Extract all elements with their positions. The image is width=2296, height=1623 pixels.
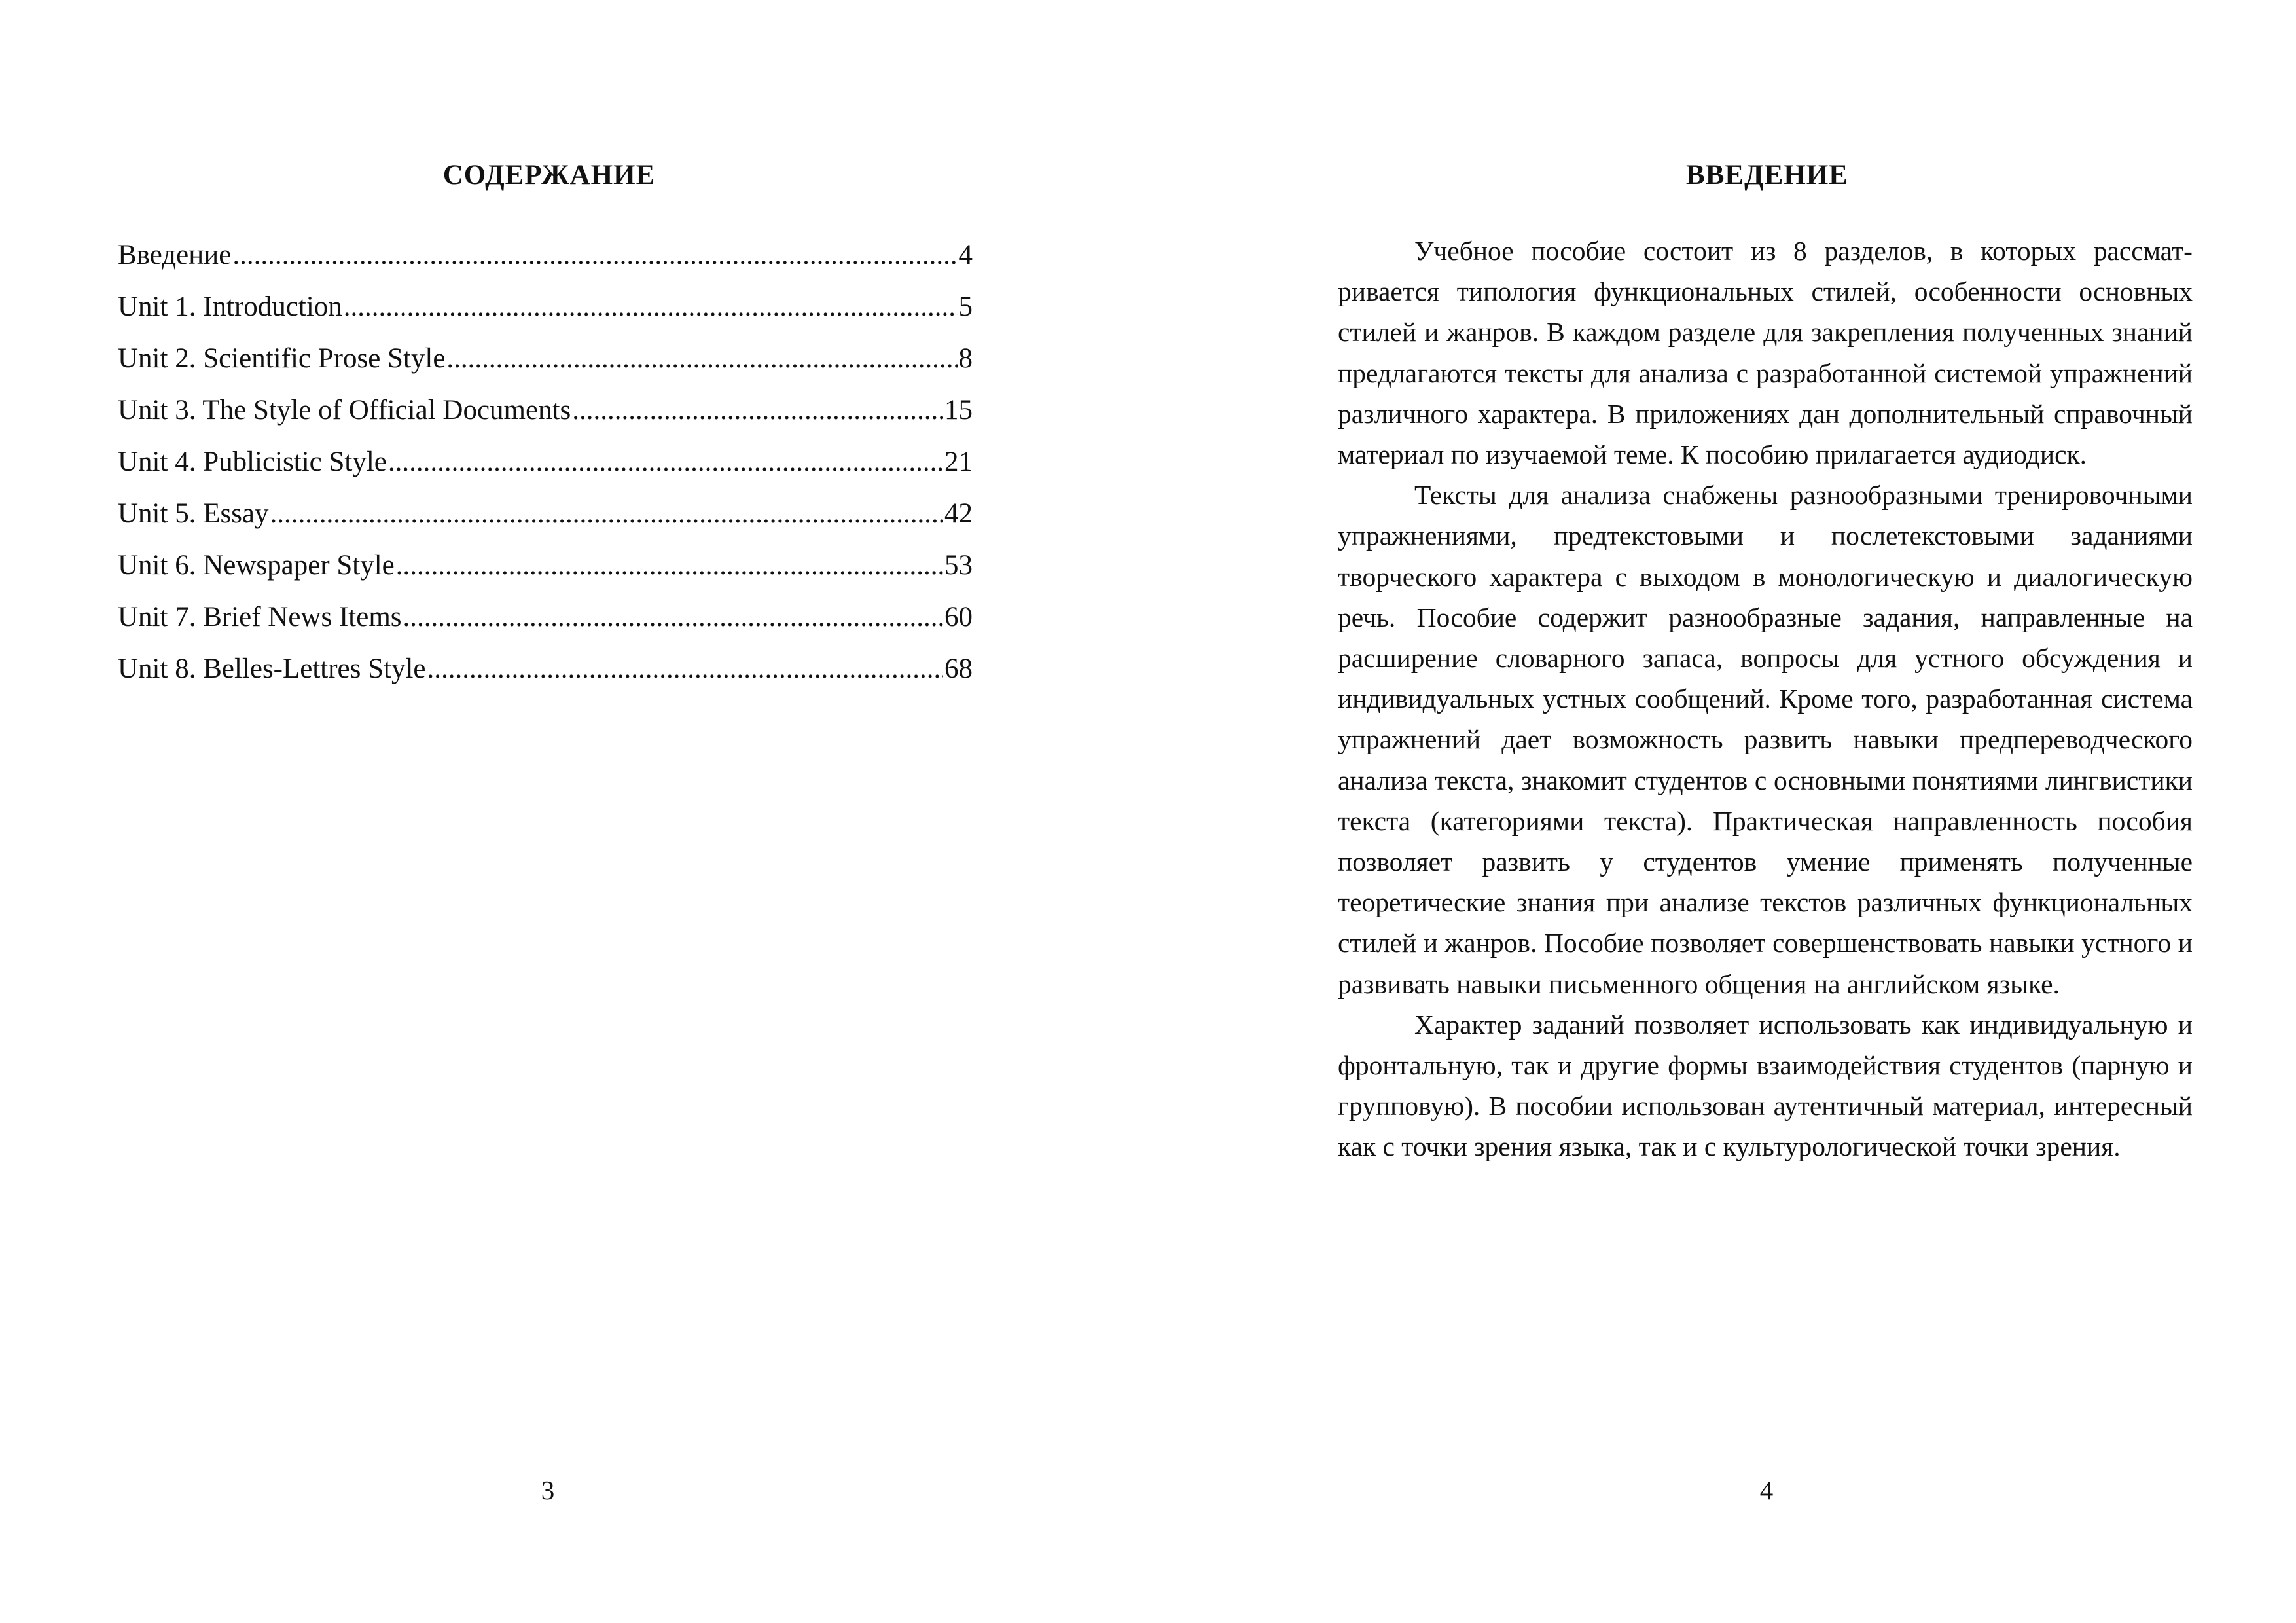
page-number-left: 3 <box>541 1475 555 1505</box>
toc-leader-dots <box>403 591 943 643</box>
toc-entry-title: Unit 5. Essay <box>118 498 269 529</box>
toc-entry-title: Unit 1. Introduction <box>118 291 342 322</box>
introduction-body <box>1338 230 2193 1167</box>
toc-entry-unit-3 <box>118 384 973 436</box>
introduction-paragraph: Характер заданий позволяет использовать как индивидуальную и фронтальную, так и другие формы взаимодействия студентов (парную и групповую). В пособии использован аутентичный материал, интересный как с точки зрения языка, так и с культурологической точки зрения. <box>1338 1009 2193 1162</box>
toc-leader-dots <box>396 539 943 591</box>
toc-leader-dots <box>270 488 943 539</box>
toc-entry-title: Unit 3. The Style of Official Documents <box>118 395 571 426</box>
toc-heading: СОДЕРЖАНИЕ <box>442 160 656 191</box>
right-page <box>1148 0 2296 1623</box>
toc-entry-unit-6 <box>118 539 973 591</box>
page-number-right: 4 <box>1759 1475 1774 1505</box>
toc-entry-page: 60 <box>944 602 973 632</box>
introduction-paragraph: Тексты для анализа снабжены разнообразными тренировочными упражнениями, предтекстовыми и послетекстовыми заданиями творческого характера с выходом в монологическую и диалогическую речь. Пособие содержит разнообразные задания, направленные на расширение словарного запаса, вопросы для устного обсуждения и индивидуальных устных сообщений. Кроме того, разработанная система упражнений дает возможность развить навыки предпереводческого анализа текста, знакомит студентов с основными понятиями лингвистики текста (категориями текста). Практическая направленность пособия позволяет развить у студентов умение применять полученные теоретические знания при анализе текстов различных функциональных стилей и жанров. Пособие позволяет совершенствовать навыки устного и развивать навыки письменного общения на английском языке. <box>1338 480 2193 999</box>
toc-entry-page: 68 <box>944 653 973 684</box>
toc-entry-title: Unit 2. Scientific Prose Style <box>118 343 446 374</box>
toc-entry-title: Unit 8. Belles-Lettres Style <box>118 653 426 684</box>
toc-entry-page: 21 <box>944 447 973 477</box>
toc-entry-unit-4 <box>118 436 973 488</box>
toc-entry-page: 5 <box>958 291 973 322</box>
toc-entry-title: Unit 6. Newspaper Style <box>118 550 395 581</box>
toc-entry-unit-7 <box>118 591 973 643</box>
introduction-heading: ВВЕДЕНИЕ <box>1686 160 1848 191</box>
toc-leader-dots <box>427 643 943 695</box>
toc-entry-introduction <box>118 229 973 281</box>
toc-entry-title: Unit 4. Publicistic Style <box>118 447 387 477</box>
toc-leader-dots <box>572 384 943 436</box>
toc-entry-page: 42 <box>944 498 973 529</box>
toc-entry-title: Введение <box>118 240 232 270</box>
introduction-paragraph: Учебное пособие состоит из 8 разделов, в которых рассматривается типология функциональных стилей, особенности основных стилей и жанров. В каждом разделе для закрепления полученных знаний предлагаются тексты для анализа с разработанной системой упражнений различного характера. В приложениях дан дополнительный справочный материал по изучаемой теме. К пособию прилагается аудиодиск. <box>1338 236 2193 470</box>
toc-entry-page: 8 <box>958 343 973 374</box>
table-of-contents <box>118 229 973 695</box>
toc-leader-dots <box>344 281 958 333</box>
toc-leader-dots <box>232 229 957 281</box>
toc-entry-title: Unit 7. Brief News Items <box>118 602 402 632</box>
toc-entry-page: 53 <box>944 550 973 581</box>
toc-entry-page: 15 <box>944 395 973 426</box>
toc-leader-dots <box>446 333 957 384</box>
toc-leader-dots <box>388 436 943 488</box>
toc-entry-page: 4 <box>958 240 973 270</box>
toc-entry-unit-1 <box>118 281 973 333</box>
toc-entry-unit-5 <box>118 488 973 539</box>
toc-entry-unit-2 <box>118 333 973 384</box>
toc-entry-unit-8 <box>118 643 973 695</box>
